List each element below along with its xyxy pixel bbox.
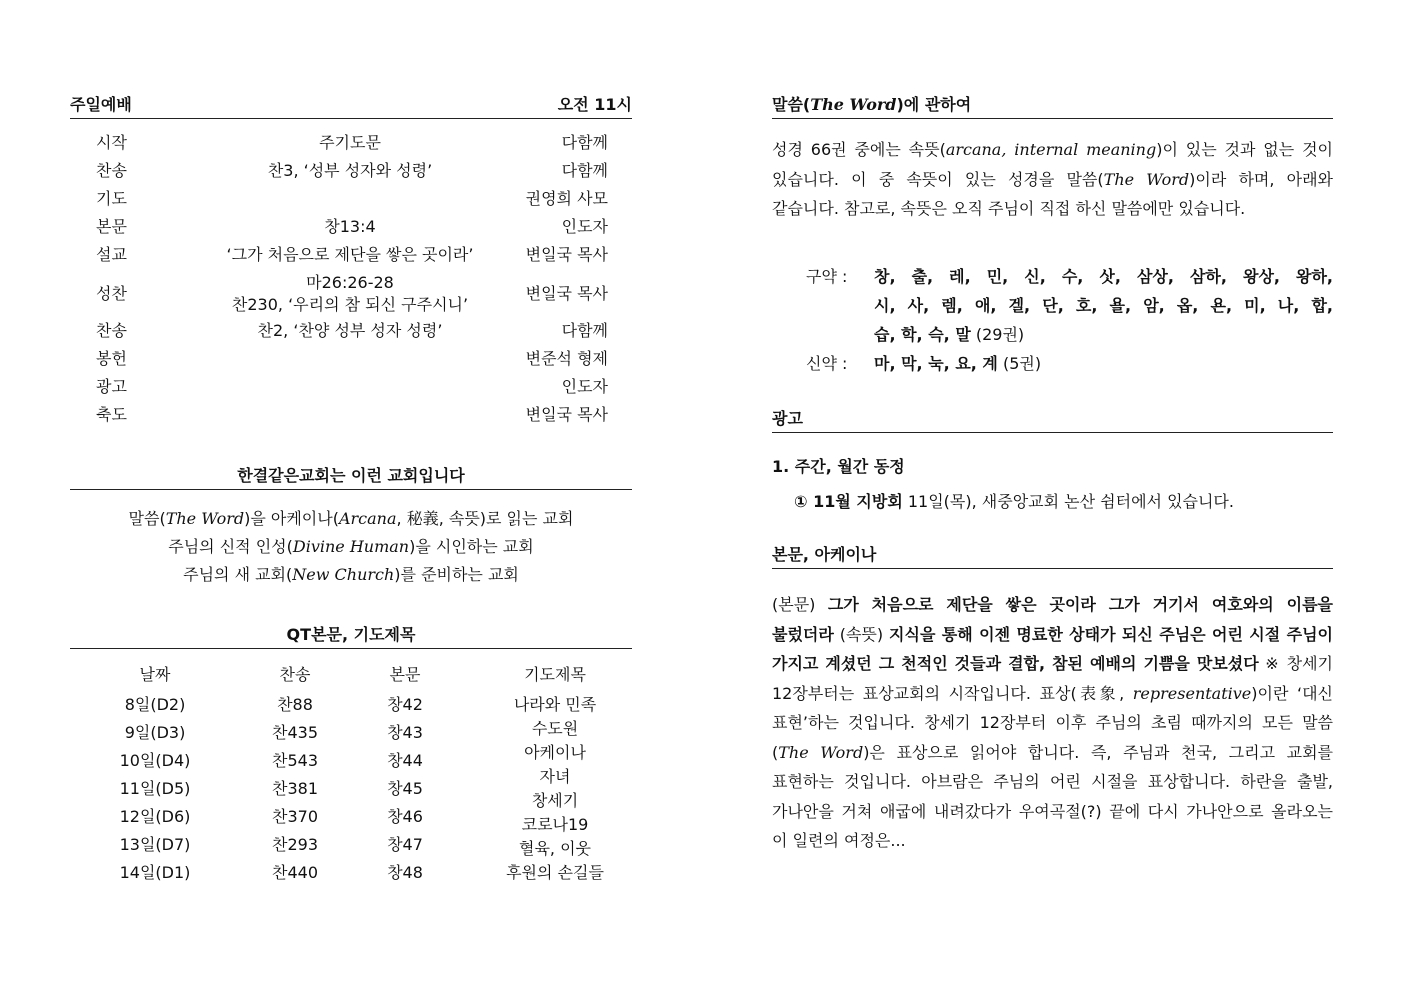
qt-hymn: 찬370 <box>272 807 318 826</box>
qt-prayer-text: 수도원 <box>531 719 579 738</box>
qt-passage: 창45 <box>387 779 423 798</box>
arcana-text: )이란 ‘대신 표현’하는 것입니다. 창세기 12장부터 이후 주님의 초림 때까지의 모든 말씀( <box>772 683 1333 762</box>
mission-line <box>70 561 632 589</box>
worship-content: ‘그가 처음으로 제단을 쌓은 곳이라’ <box>226 245 474 264</box>
arcana-text: (본문) <box>772 595 828 614</box>
qt-hymn: 찬293 <box>272 835 318 854</box>
qt-prayer-text: 나라와 민족 <box>513 695 597 714</box>
worship-leader: 권영희 사모 <box>525 189 608 208</box>
mission-text: )을 아케이나( <box>244 509 339 528</box>
mission-text: )을 시인하는 교회 <box>409 537 534 556</box>
qt-title: QT본문, 기도제목 <box>286 625 416 644</box>
worship-content <box>150 272 550 316</box>
worship-leader: 변일국 목사 <box>525 405 608 424</box>
old-testament-books <box>874 320 1024 349</box>
new-testament-books-text: 마, 막, 눅, 요, 계 <box>874 354 998 373</box>
worship-leader: 변일국 목사 <box>525 245 608 264</box>
arcana-paragraph <box>772 590 1333 856</box>
qt-hymn: 찬543 <box>272 751 318 770</box>
qt-passage: 창42 <box>387 695 423 714</box>
church-title: 한결같은교회는 이런 교회입니다 <box>237 466 465 485</box>
worship-leader: 인도자 <box>561 377 608 396</box>
qt-prayer-text: 후원의 손길들 <box>506 863 604 882</box>
worship-content-line: 찬230, ‘우리의 참 되신 구주시니’ <box>231 295 469 314</box>
worship-item: 광고 <box>96 377 127 396</box>
worship-row <box>70 158 632 184</box>
worship-row <box>70 272 632 316</box>
qt-passage: 창46 <box>387 807 423 826</box>
word-title-english: The Word <box>810 95 897 114</box>
word-text: )이라 하며, 아래와 같습니다. 참고로, 속뜻은 오직 주님이 직접 하신 말씀에만 있습니다. <box>772 169 1333 218</box>
worship-row <box>70 242 632 268</box>
worship-row <box>70 214 632 240</box>
qt-passage: 창48 <box>387 863 423 882</box>
qt-col-header: 날짜 <box>139 665 171 684</box>
mission-line <box>70 533 632 561</box>
worship-content: 창13:4 <box>324 217 376 236</box>
worship-leader: 다함께 <box>561 161 608 180</box>
text-title: 본문, 아케이나 <box>772 545 877 564</box>
mission-text: 주님의 새 교회( <box>183 565 293 584</box>
qt-passage: 창44 <box>387 751 423 770</box>
qt-hymn: 찬88 <box>277 695 313 714</box>
word-text: )이 있는 것과 없는 것이 있습니다. 이 중 속뜻이 있는 성경을 말씀( <box>772 140 1333 189</box>
worship-row <box>70 318 632 344</box>
worship-title: 주일예배 <box>70 95 132 114</box>
word-title: )에 관하여 <box>896 95 972 114</box>
notice-item <box>794 487 1234 516</box>
worship-item: 설교 <box>96 245 127 264</box>
worship-row <box>70 374 632 400</box>
old-testament-books: 시, 사, 렘, 애, 겔, 단, 호, 욜, 암, 옵, 욘, 미, 나, 합, <box>874 296 1333 315</box>
arcana-bold: 지식을 통해 이젠 명료한 상태가 되신 주님은 어린 시절 주님이 가지고 계셨던 그 천적인 것들과 결합, 참된 예배의 기쁨을 맛보셨다 <box>772 624 1333 673</box>
word-english: arcana, internal meaning <box>945 140 1157 159</box>
arcana-text: (속뜻) <box>833 624 890 644</box>
qt-hymn: 찬440 <box>272 863 318 882</box>
notice-item-text: 11일(목), 새중앙교회 논산 쉼터에서 있습니다. <box>902 492 1234 511</box>
worship-item: 찬송 <box>96 321 127 340</box>
worship-item: 찬송 <box>96 161 127 180</box>
qt-date: 8일(D2) <box>124 695 186 714</box>
mission-line <box>70 505 632 533</box>
new-testament-count: (5권) <box>1002 354 1042 373</box>
worship-row <box>70 186 632 212</box>
church-header <box>70 465 632 490</box>
worship-leader: 인도자 <box>561 217 608 236</box>
mission-english: Arcana <box>338 509 397 528</box>
qt-col-header: 기도제목 <box>524 665 586 684</box>
arcana-english: representative <box>1132 683 1252 703</box>
qt-date: 10일(D4) <box>119 751 191 770</box>
word-header <box>772 94 1333 119</box>
worship-content: 찬3, ‘성부 성자와 성령’ <box>267 161 433 180</box>
mission-english: The Word <box>165 509 245 528</box>
mission-text: , 秘義, 속뜻)로 읽는 교회 <box>396 509 574 528</box>
mission-text: 말씀( <box>128 509 166 528</box>
worship-item: 시작 <box>96 133 127 152</box>
mission-english: Divine Human <box>292 537 410 556</box>
worship-row <box>70 402 632 428</box>
old-testament-label: 구약 : <box>806 267 848 286</box>
qt-date: 12일(D6) <box>119 807 191 826</box>
worship-item: 본문 <box>96 217 127 236</box>
mission-text: )를 준비하는 교회 <box>394 565 519 584</box>
word-text: 성경 66권 중에는 속뜻( <box>772 140 946 159</box>
text-header <box>772 544 1333 569</box>
worship-header <box>70 94 632 119</box>
new-testament-books <box>874 349 1041 378</box>
worship-content: 주기도문 <box>319 133 381 152</box>
worship-item: 봉헌 <box>96 349 127 368</box>
mission-text: 주님의 신적 인성( <box>168 537 293 556</box>
notice-subtitle: 1. 주간, 월간 동정 <box>772 457 905 476</box>
worship-item: 성찬 <box>96 284 127 303</box>
old-testament-books: 창, 출, 레, 민, 신, 수, 삿, 삼상, 삼하, 왕상, 왕하, <box>874 267 1333 286</box>
worship-row <box>70 130 632 156</box>
qt-prayer-text: 아케이나 <box>524 743 586 762</box>
qt-date: 14일(D1) <box>119 863 191 882</box>
arcana-english: The Word <box>778 742 864 762</box>
worship-item: 기도 <box>96 189 127 208</box>
notice-header <box>772 408 1333 433</box>
worship-leader: 변준석 형제 <box>525 349 608 368</box>
new-testament-label: 신약 : <box>806 354 848 373</box>
worship-row <box>70 346 632 372</box>
qt-col-header: 본문 <box>389 665 421 684</box>
notice-item-title: ① 11월 지방회 <box>794 492 903 511</box>
qt-hymn: 찬381 <box>272 779 318 798</box>
worship-leader: 다함께 <box>561 133 608 152</box>
arcana-text: ※ 창세기 12장부터는 표상교회의 시작입니다. 표상(表象, <box>772 654 1333 703</box>
qt-date: 9일(D3) <box>124 723 186 742</box>
qt-col-header: 찬송 <box>279 665 311 684</box>
qt-date: 11일(D5) <box>119 779 191 798</box>
qt-prayer-text: 창세기 <box>531 791 579 810</box>
mission-english: New Church <box>292 565 395 584</box>
worship-content: 찬2, ‘찬양 성부 성자 성령’ <box>257 321 443 340</box>
qt-hymn: 찬435 <box>272 723 318 742</box>
word-title: 말씀( <box>772 95 811 114</box>
old-testament-count: (29권) <box>975 325 1025 344</box>
worship-leader: 다함께 <box>561 321 608 340</box>
qt-passage: 창43 <box>387 723 423 742</box>
qt-prayer-text: 혈육, 이웃 <box>519 839 591 858</box>
qt-prayer-text: 자녀 <box>539 767 571 786</box>
word-english: The Word <box>1103 169 1190 189</box>
qt-date: 13일(D7) <box>119 835 191 854</box>
arcana-bold: 그가 처음으로 제단을 쌓은 곳이라 그가 거기서 여호와의 이름을 불렀더라 <box>772 595 1333 644</box>
word-paragraph <box>772 135 1333 224</box>
worship-item: 축도 <box>96 405 127 424</box>
worship-content-line: 마26:26-28 <box>306 273 394 292</box>
old-testament-books-text: 습, 학, 슥, 말 <box>874 325 971 344</box>
notice-title: 광고 <box>772 409 803 428</box>
qt-passage: 창47 <box>387 835 423 854</box>
worship-time: 오전 11시 <box>557 95 632 114</box>
qt-header <box>70 624 632 649</box>
worship-leader: 변일국 목사 <box>525 284 608 303</box>
arcana-text: )은 표상으로 읽어야 합니다. 즉, 주님과 천국, 그리고 교회를 표현하는 것입니다. 아브람은 주님의 어린 시절을 표상합니다. 하란을 출발, 가나안을 거쳐 애굽에 내려갔다가 우여곡절(?) 끝에 다시 가나안으로 올라오는 이 일련의 여정은... <box>772 742 1333 850</box>
qt-prayer-text: 코로나19 <box>521 815 589 834</box>
